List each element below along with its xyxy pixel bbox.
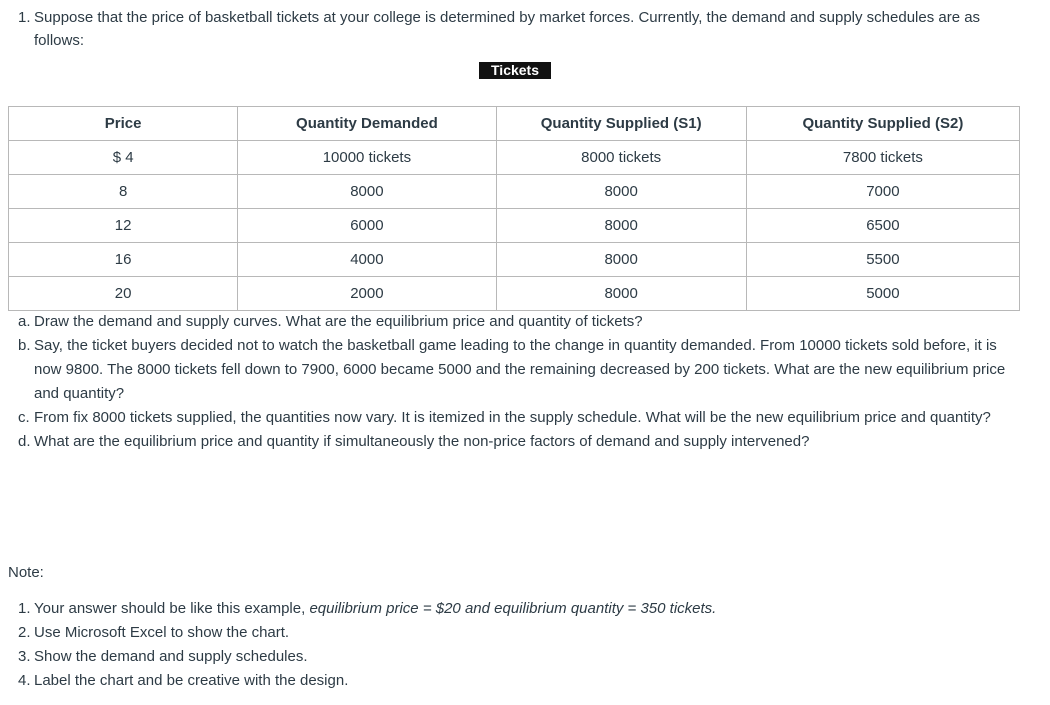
question-b	[18, 334, 1018, 406]
note-number: 4.	[18, 672, 31, 689]
note-item	[18, 597, 716, 621]
cell-supplied-s2: 7800 tickets	[746, 141, 1019, 175]
note-text: Use Microsoft Excel to show the chart.	[34, 624, 290, 641]
cell-price: 20	[9, 277, 238, 311]
intro-paragraph	[18, 6, 1028, 52]
note-number: 2.	[18, 624, 31, 641]
cell-supplied-s2: 5500	[746, 243, 1019, 277]
note-number: 1.	[18, 600, 31, 617]
question-text: Draw the demand and supply curves. What are the equilibrium price and quantity of tickets?	[34, 313, 643, 330]
table-row	[9, 243, 1020, 277]
table-row	[9, 141, 1020, 175]
cell-supplied-s1: 8000	[496, 209, 746, 243]
note-list	[18, 597, 716, 693]
cell-supplied-s1: 8000	[496, 175, 746, 209]
cell-price: 8	[9, 175, 238, 209]
table-title: Tickets	[479, 62, 551, 79]
header-quantity-supplied-s2: Quantity Supplied (S2)	[746, 107, 1019, 141]
question-d	[18, 430, 1018, 454]
note-text: Your answer should be like this example,	[34, 600, 310, 617]
cell-demanded: 4000	[238, 243, 496, 277]
cell-supplied-s1: 8000	[496, 277, 746, 311]
cell-supplied-s1: 8000 tickets	[496, 141, 746, 175]
table-row	[9, 277, 1020, 311]
cell-supplied-s2: 6500	[746, 209, 1019, 243]
header-quantity-supplied-s1: Quantity Supplied (S1)	[496, 107, 746, 141]
question-text: Say, the ticket buyers decided not to watch the basketball game leading to the change in quantity demanded. From 10000 tickets sold before, it is now 9800. The 8000 tickets fell down to 7900, 6000 became 5000 and the remaining decreased by 200 tickets. What are the new equilibrium price and quantity?	[34, 337, 1006, 402]
cell-price: 12	[9, 209, 238, 243]
cell-supplied-s2: 7000	[746, 175, 1019, 209]
note-title: Note:	[8, 564, 44, 581]
intro-text: Suppose that the price of basketball tickets at your college is determined by market forces. Currently, the demand and supply schedules are as follows:	[34, 9, 981, 49]
schedule-table	[8, 106, 1020, 311]
cell-demanded: 10000 tickets	[238, 141, 496, 175]
cell-supplied-s2: 5000	[746, 277, 1019, 311]
table-row	[9, 209, 1020, 243]
table-row	[9, 175, 1020, 209]
note-text: Show the demand and supply schedules.	[34, 648, 308, 665]
header-price: Price	[9, 107, 238, 141]
cell-demanded: 6000	[238, 209, 496, 243]
question-text: What are the equilibrium price and quantity if simultaneously the non-price factors of demand and supply intervened?	[34, 433, 810, 450]
question-letter: c.	[18, 409, 30, 426]
header-quantity-demanded: Quantity Demanded	[238, 107, 496, 141]
cell-demanded: 8000	[238, 175, 496, 209]
cell-supplied-s1: 8000	[496, 243, 746, 277]
note-item	[18, 621, 716, 645]
question-letter: b.	[18, 337, 31, 354]
cell-demanded: 2000	[238, 277, 496, 311]
note-item	[18, 645, 716, 669]
note-text: Label the chart and be creative with the design.	[34, 672, 349, 689]
note-example: equilibrium price = $20 and equilibrium quantity = 350 tickets.	[309, 600, 717, 617]
question-a	[18, 310, 1018, 334]
question-list	[18, 310, 1018, 454]
cell-price: $ 4	[9, 141, 238, 175]
question-letter: a.	[18, 313, 31, 330]
question-letter: d.	[18, 433, 31, 450]
table-header-row	[9, 107, 1020, 141]
question-text: From fix 8000 tickets supplied, the quantities now vary. It is itemized in the supply schedule. What will be the new equilibrium price and quantity?	[34, 409, 991, 426]
intro-number: 1.	[18, 9, 31, 26]
note-item	[18, 669, 716, 693]
question-c	[18, 406, 1018, 430]
cell-price: 16	[9, 243, 238, 277]
note-number: 3.	[18, 648, 31, 665]
